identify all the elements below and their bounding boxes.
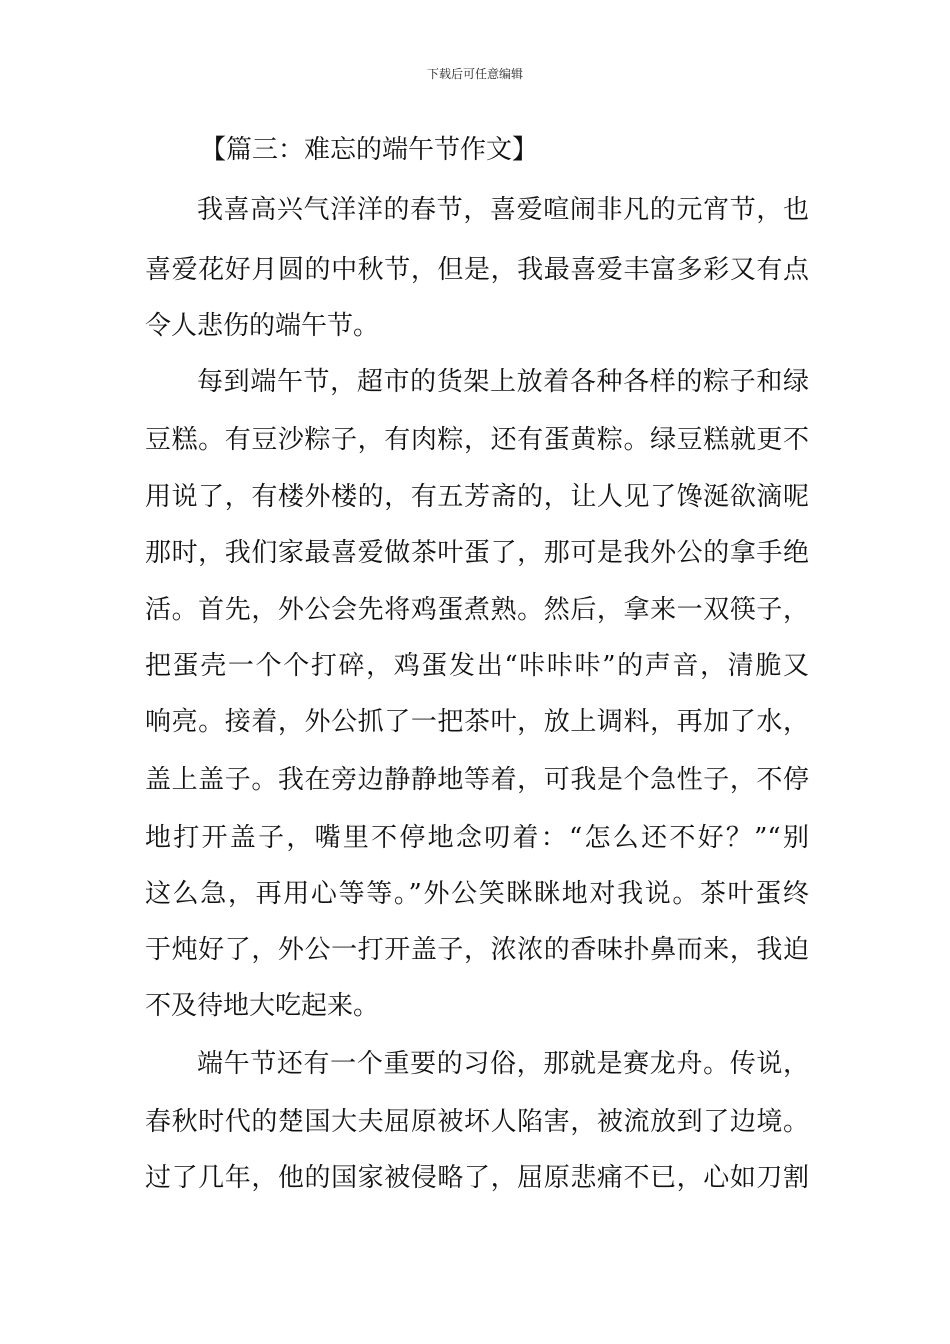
document-title: 【篇三：难忘的端午节作文】 bbox=[200, 135, 539, 165]
text-line: 令人悲伤的端午节。 bbox=[145, 311, 380, 341]
text-line: 那时，我们家最喜爱做茶叶蛋了，那可是我外公的拿手绝 bbox=[145, 538, 809, 568]
text-line: 活。首先，外公会先将鸡蛋煮熟。然后，拿来一双筷子， bbox=[145, 595, 809, 625]
text-line: 每到端午节，超市的货架上放着各种各样的粽子和绿 bbox=[197, 367, 809, 397]
text-line: 端午节还有一个重要的习俗，那就是赛龙舟。传说， bbox=[197, 1049, 809, 1079]
page-header: 下载后可任意编辑 bbox=[426, 67, 523, 81]
text-line: 把蛋壳一个个打碎，鸡蛋发出“咔咔咔”的声音，清脆又 bbox=[145, 651, 809, 681]
text-line: 不及待地大吃起来。 bbox=[145, 991, 380, 1021]
text-line: 过了几年，他的国家被侵略了，屈原悲痛不已，心如刀割 bbox=[145, 1163, 809, 1193]
text-line: 用说了，有楼外楼的，有五芳斋的，让人见了馋涎欲滴呢 bbox=[145, 482, 809, 512]
text-line: 喜爱花好月圆的中秋节，但是，我最喜爱丰富多彩又有点 bbox=[145, 255, 809, 285]
text-line: 我喜高兴气洋洋的春节，喜爱喧闹非凡的元宵节，也 bbox=[197, 195, 809, 225]
text-line: 响亮。接着，外公抓了一把茶叶，放上调料，再加了水， bbox=[145, 707, 809, 737]
text-line: 春秋时代的楚国大夫屈原被坏人陷害，被流放到了边境。 bbox=[145, 1107, 809, 1137]
text-line: 盖上盖子。我在旁边静静地等着，可我是个急性子，不停 bbox=[145, 765, 809, 795]
text-line: 地打开盖子，嘴里不停地念叨着：“怎么还不好？”“别 bbox=[145, 823, 809, 853]
text-line: 豆糕。有豆沙粽子，有肉粽，还有蛋黄粽。绿豆糕就更不 bbox=[145, 425, 809, 455]
text-line: 于炖好了，外公一打开盖子，浓浓的香味扑鼻而来，我迫 bbox=[145, 935, 809, 965]
text-line: 这么急，再用心等等。”外公笑眯眯地对我说。茶叶蛋终 bbox=[145, 879, 809, 909]
